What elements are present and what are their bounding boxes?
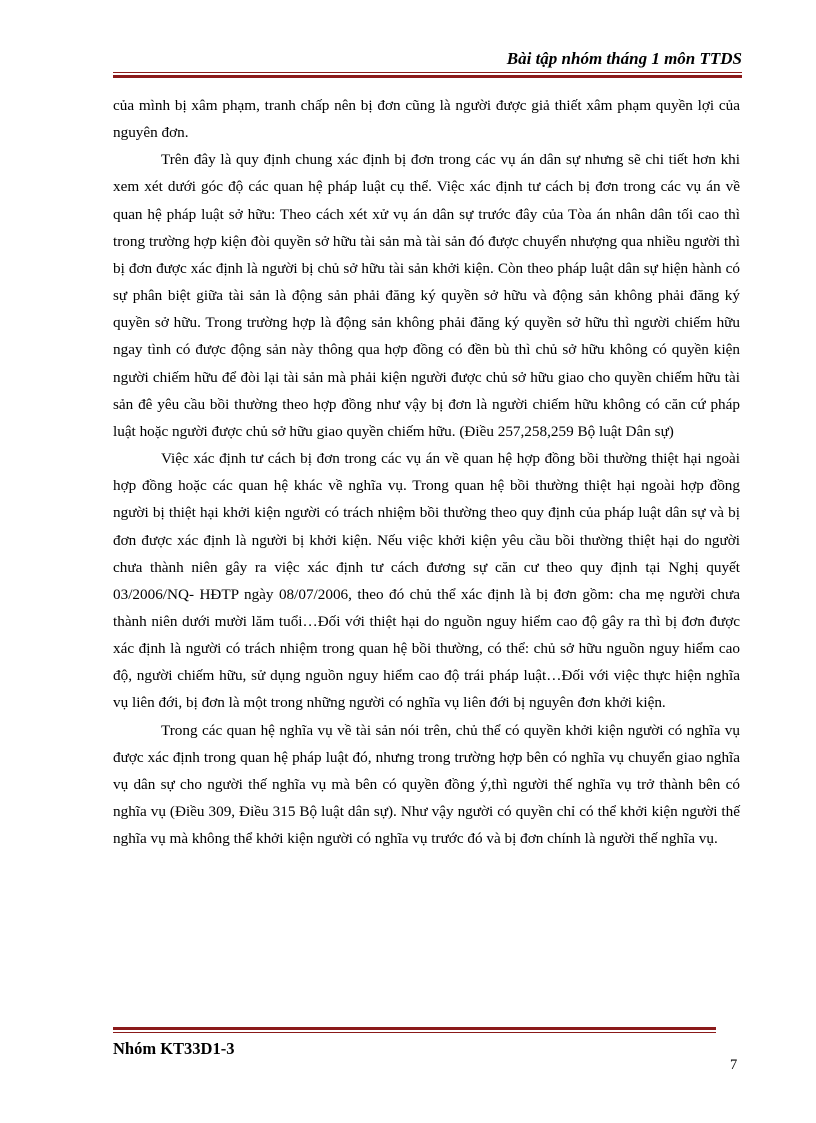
footer-group-label: Nhóm KT33D1-3: [113, 1039, 235, 1058]
footer-rule-bottom: [113, 1032, 716, 1033]
page-footer: [113, 1022, 716, 1072]
paragraph-2: Trên đây là quy định chung xác định bị đơn trong các vụ án dân sự nhưng sẽ chi tiết hơn khi xem xét dưới góc độ các quan hệ pháp luật cụ thể. Việc xác định tư cách bị đơn trong các vụ án về quan hệ pháp luật sở hữu: Theo cách xét xử vụ án dân sự trước đây của Tòa án nhân dân tối cao thì trong trường hợp kiện đòi quyền sở hữu tài sản mà tài sản đó được chuyển nhượng qua nhiều người thì bị đơn được xác định là người bị chủ sở hữu tài sản khởi kiện. Còn theo pháp luật dân sự hiện hành có sự phân biệt giữa tài sản là động sản phải đăng ký quyền sở hữu và động sản không phải đăng ký quyền sở hữu. Trong trường hợp là động sản không phải đăng ký quyền sở hữu thì người chiếm hữu ngay tình có được động sản này thông qua hợp đồng có đền bù thì chủ sở hữu không có quyền kiện người chiếm hữu để đòi lại tài sản mà phải kiện người được chủ sở hữu giao cho quyền chiếm hữu tài sản đê yêu cầu bồi thường theo hợp đồng như vậy bị đơn là người chiếm hữu không có căn cứ pháp luật hoặc người được chủ sở hữu giao quyền chiếm hữu. (Điều 257,258,259 Bộ luật Dân sự): [113, 151, 740, 440]
footer-rule: [113, 1022, 716, 1036]
page-number: 7: [730, 1057, 738, 1073]
paragraph-4: Trong các quan hệ nghĩa vụ về tài sản nói trên, chủ thể có quyền khởi kiện người có nghĩa vụ được xác định trong quan hệ pháp luật đó, nhưng trong trường hợp bên có nghĩa vụ chuyển giao nghĩa vụ dân sự cho người thế nghĩa vụ mà bên có quyền đồng ý,thì người thế nghĩa vụ trở thành bên có nghĩa vụ (Điều 309, Điều 315 Bộ luật dân sự). Như vậy người có quyền chỉ có thể khởi kiện người thế nghĩa vụ mà không thể khởi kiện người có nghĩa vụ trước đó và bị đơn chính là người thế nghĩa vụ.: [113, 721, 740, 848]
paragraph-1: của mình bị xâm phạm, tranh chấp nên bị đơn cũng là người được giả thiết xâm phạm quyền lợi của nguyên đơn.: [113, 97, 740, 142]
footer-rule-top: [113, 1027, 716, 1030]
paragraph-3: Việc xác định tư cách bị đơn trong các vụ án về quan hệ hợp đồng bồi thường thiệt hại ngoài hợp đồng hoặc các quan hệ khác về nghĩa vụ. Trong quan hệ bồi thường thiệt hại ngoài hợp đồng người bị thiệt hại khởi kiện người có trách nhiệm bồi thường theo quy định của pháp luật dân sự và bị đơn được xác định là người bị khởi kiện. Nếu việc khởi kiện yêu cầu bồi thường thiệt hại do người chưa thành niên gây ra việc xác định tư cách đương sự căn cư theo quy định tại Nghị quyết 03/2006/NQ- HĐTP ngày 08/07/2006, theo đó chủ thể xác định là bị đơn gồm: cha mẹ người chưa thành niên dưới mười lăm tuổi…Đối với thiệt hại do nguồn nguy hiểm cao độ gây ra thì bị đơn được xác định là người có trách nhiệm trong quan hệ bồi thường, có thể: chủ sở hữu nguồn nguy hiểm cao độ, người chiếm hữu, sử dụng nguồn nguy hiểm cao độ trái pháp luật…Đối với việc thực hiện nghĩa vụ liên đới, bị đơn là một trong những người có nghĩa vụ liên đới bị nguyên đơn khởi kiện.: [113, 450, 740, 712]
header-rule-top: [113, 72, 742, 73]
page-header: [113, 48, 742, 78]
document-body: [113, 92, 740, 852]
header-rule-bottom: [113, 75, 742, 78]
header-title: Bài tập nhóm tháng 1 môn TTDS: [506, 49, 742, 68]
